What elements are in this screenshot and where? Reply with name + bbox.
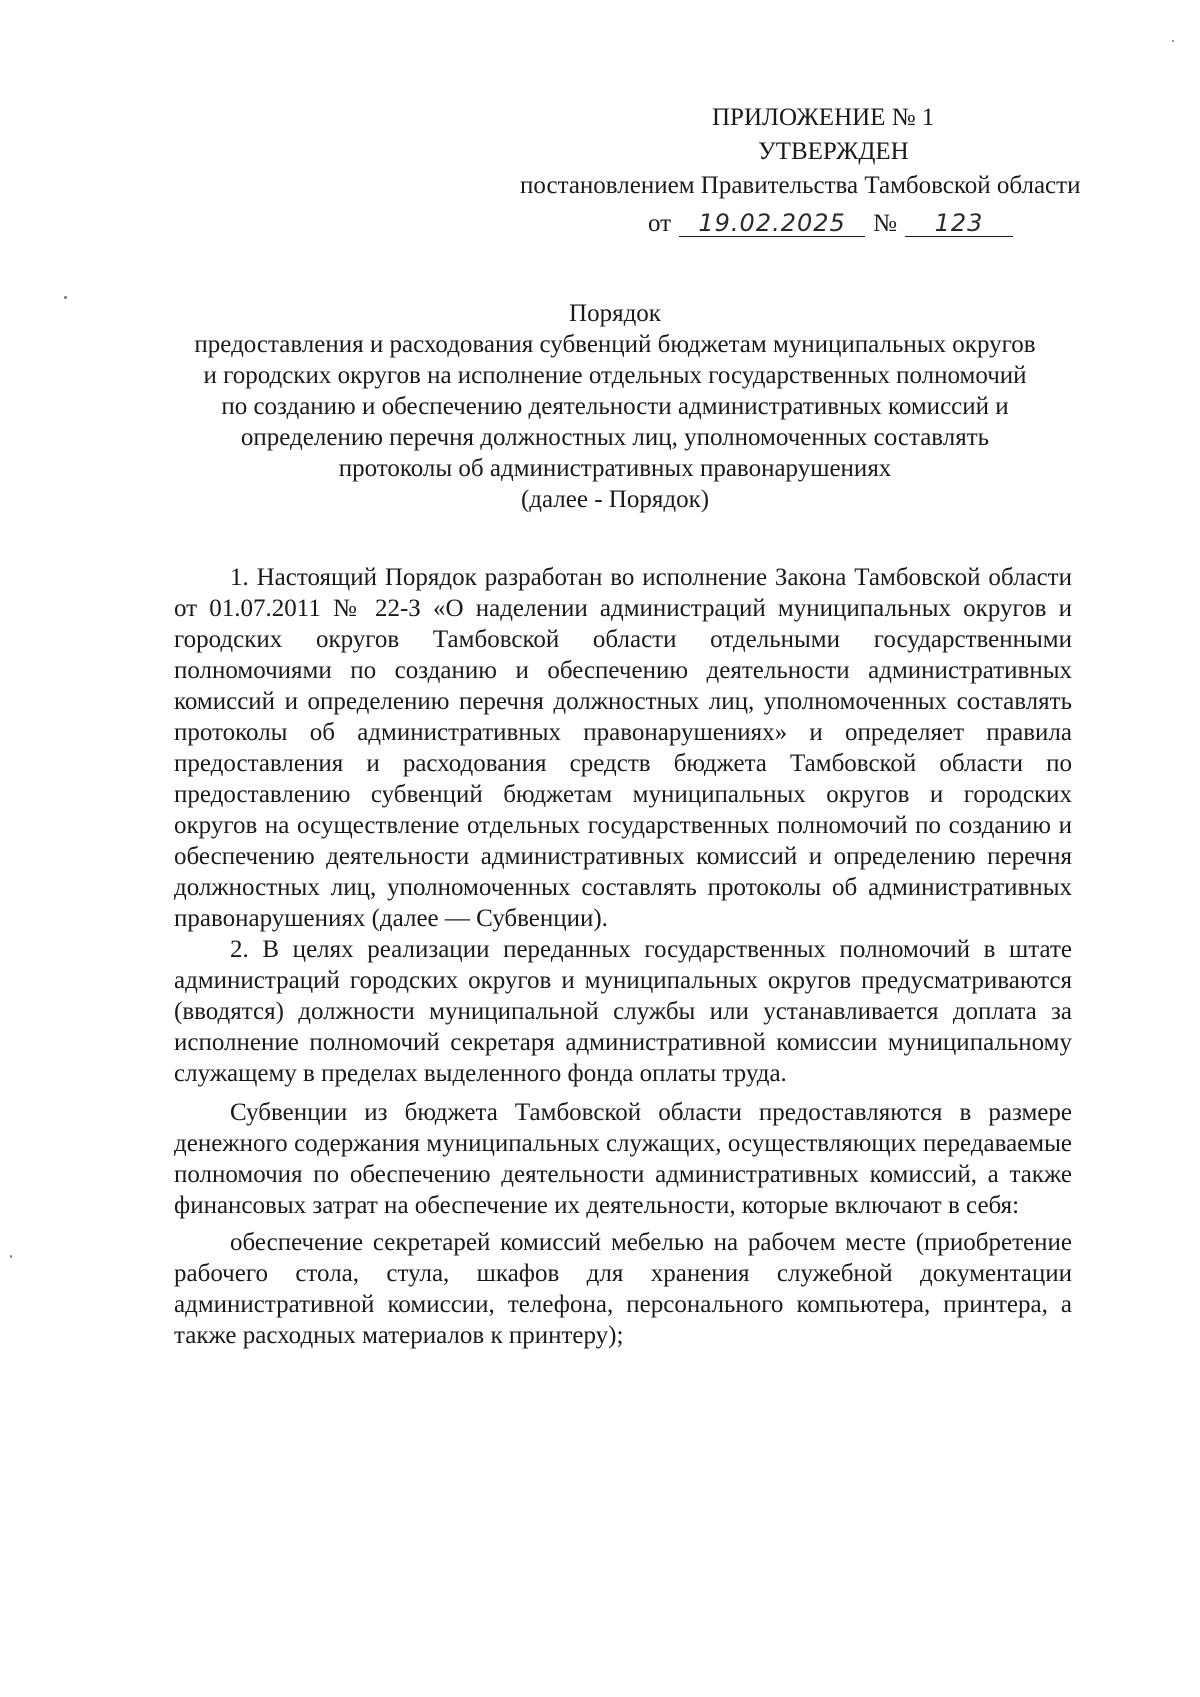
paragraph-3: Субвенции из бюджета Тамбовской области предоставляются в размере денежного содержания муниципальных служащих, осуществляющих передаваемые полномочия по обеспечению деятельности административных комиссий, а также финансовых затрат на обеспечение их деятельности, которые включают в себя: bbox=[174, 1099, 1072, 1219]
scan-speck bbox=[64, 296, 67, 299]
approved-label: УТВЕРЖДЕН bbox=[758, 138, 909, 165]
appendix-label: ПРИЛОЖЕНИЕ № 1 bbox=[712, 104, 935, 131]
title-line: протоколы об административных правонарушениях bbox=[338, 455, 892, 482]
title-line: предоставления и расходования субвенций бюджетам муниципальных округов bbox=[194, 331, 1036, 358]
document-body bbox=[174, 562, 1072, 1351]
scan-speck bbox=[1172, 40, 1174, 42]
paragraph-4: обеспечение секретарей комиссий мебелью на рабочем месте (приобретение рабочего стола, стула, шкафов для хранения служебной документации административной комиссии, телефона, персонального компьютера, принтера, а также расходных материалов к принтеру); bbox=[174, 1229, 1072, 1349]
title-line: и городских округов на исполнение отдельных государственных полномочий bbox=[203, 362, 1027, 389]
title-line: (далее - Порядок) bbox=[520, 486, 710, 513]
number-prefix: № bbox=[873, 210, 897, 237]
paragraph-1: 1. Настоящий Порядок разработан во исполнение Закона Тамбовской области от 01.07.2011 № 22-З «О наделении администраций муниципальных округов и городских округов Тамбовской области отдельными государственными полномочиями по созданию и обеспечению деятельности административных комиссий и определению перечня должностных лиц, уполномоченных составлять протоколы об административных правонарушениях» и определяет правила предоставления и расходования средств бюджета Тамбовской области по предоставлению субвенций бюджетам муниципальных округов и городских округов на осуществление отдельных государственных полномочий по созданию и обеспечению деятельности административных комиссий и определению перечня должностных лиц, уполномоченных составлять протоколы об административных правонарушениях (далее — Субвенции). bbox=[174, 564, 1072, 932]
handwritten-date: 19.02.2025 bbox=[679, 210, 865, 237]
handwritten-number: 123 bbox=[905, 210, 1013, 237]
scan-speck bbox=[10, 1255, 12, 1258]
title-line: Порядок bbox=[569, 300, 661, 327]
title-line: определению перечня должностных лиц, уполномоченных составлять bbox=[240, 424, 990, 451]
date-number-line bbox=[648, 210, 1013, 238]
title-line: по созданию и обеспечению деятельности административных комиссий и bbox=[221, 393, 1009, 420]
date-prefix: от bbox=[648, 210, 672, 237]
document-title bbox=[150, 298, 1080, 515]
decree-label: постановлением Правительства Тамбовской области bbox=[520, 172, 1081, 199]
paragraph-2: 2. В целях реализации переданных государственных полномочий в штате администраций городских округов и муниципальных округов предусматриваются (вводятся) должности муниципальной службы или устанавливается доплата за исполнение полномочий секретаря административной комиссии муниципальному служащему в пределах выделенного фонда оплаты труда. bbox=[174, 936, 1072, 1087]
